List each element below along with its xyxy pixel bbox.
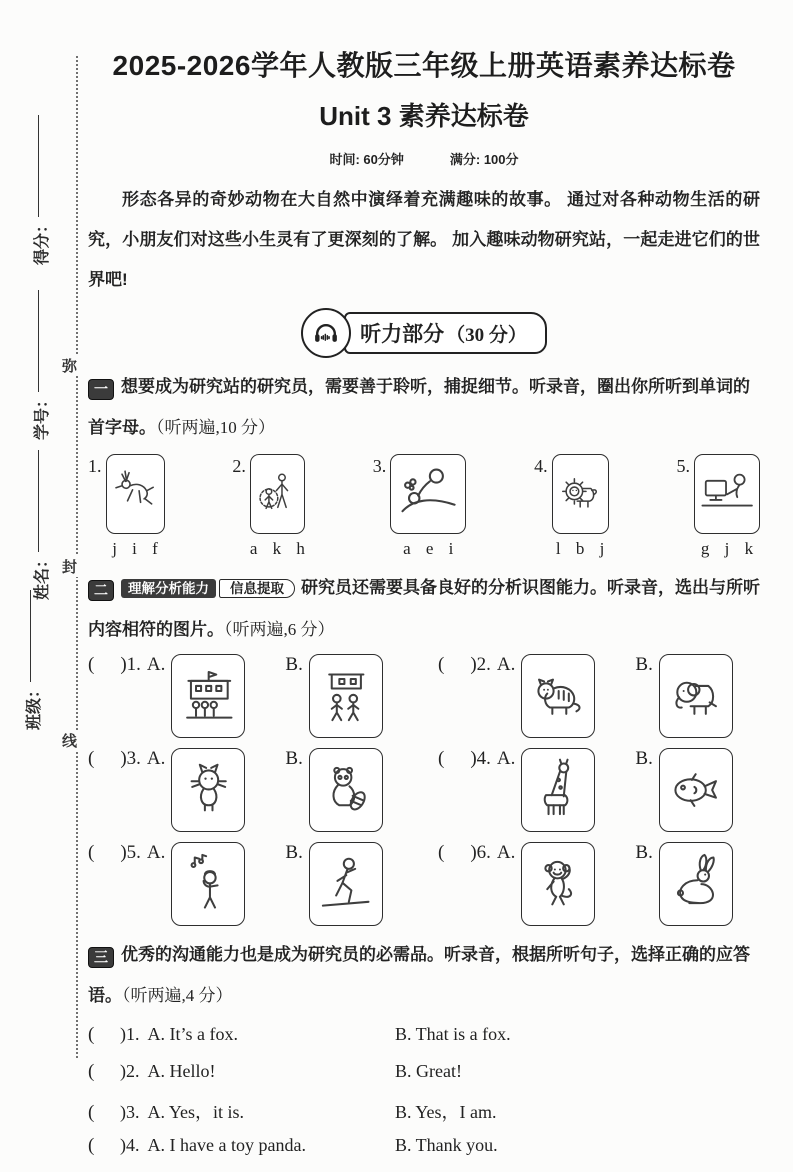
school-walking-icon (314, 660, 377, 732)
option-b-box[interactable] (309, 654, 383, 738)
running-boy-icon (314, 848, 377, 920)
headphones-icon (301, 308, 351, 358)
letter-options[interactable]: a k h (249, 539, 305, 558)
picture-box (390, 454, 466, 534)
student-no-label: 学号： (33, 391, 51, 440)
option-a-label: A. (146, 842, 166, 863)
school-crowd-icon (177, 660, 240, 732)
option-b-box[interactable] (309, 748, 383, 832)
fish-icon (664, 754, 727, 826)
rabbit-icon (664, 848, 727, 920)
elephant-icon (664, 660, 727, 732)
answer-row (88, 1061, 760, 1098)
option-a-text[interactable]: A. Yes，it is. (147, 1102, 245, 1122)
monkey-icon (527, 848, 590, 920)
exam-meta (88, 149, 760, 168)
item-number: )1. (120, 1024, 140, 1044)
option-b-box[interactable] (659, 654, 733, 738)
option-b-label: B. (635, 654, 653, 675)
tiger-icon (527, 660, 590, 732)
time-label: 时间: 60分钟 (329, 152, 404, 167)
exam-paper (88, 0, 760, 1172)
page-title: 2025-2026学年人教版三年级上册英语素养达标卷 (112, 50, 736, 81)
option-a-label: A. (146, 748, 166, 769)
section-two-note: （听两遍,6 分） (224, 620, 335, 639)
question-item (676, 454, 760, 559)
item-number: 2. (232, 456, 246, 476)
picture-question (438, 842, 760, 926)
picture-box (106, 454, 165, 534)
section-one-items (88, 454, 760, 559)
student-no-blank-line (37, 290, 39, 392)
option-b-text[interactable]: B. Yes，I am. (395, 1102, 497, 1122)
section-two-badge: 二 (88, 580, 114, 601)
answer-bracket[interactable]: ( (88, 842, 95, 863)
item-number: )4. (120, 1135, 140, 1155)
answer-bracket[interactable]: ( (88, 654, 95, 675)
margin-name-field (29, 450, 51, 600)
boy-at-computer-icon (699, 460, 755, 529)
class-label: 班级： (25, 681, 43, 730)
answer-row (88, 1135, 760, 1172)
answer-bracket[interactable]: ( (438, 842, 445, 863)
tag-comprehension: 理解分析能力 (121, 579, 216, 598)
singing-girl-icon (177, 848, 240, 920)
question-item (373, 454, 467, 559)
giraffe-icon (527, 754, 590, 826)
listening-badge-box (344, 312, 547, 354)
question-item (232, 454, 305, 559)
answer-bracket[interactable]: ( (88, 748, 95, 769)
option-b-label: B. (635, 842, 653, 863)
item-number: 5. (676, 456, 690, 476)
margin-class-field (21, 590, 43, 730)
class-blank-line (29, 590, 31, 682)
answer-bracket[interactable]: ( (438, 748, 445, 769)
cat-icon (177, 754, 240, 826)
item-number: 3. (372, 456, 387, 476)
option-a-label: A. (496, 654, 516, 675)
answer-row (88, 1098, 760, 1135)
answer-row (88, 1024, 760, 1061)
deer-icon (110, 460, 160, 529)
answer-bracket[interactable]: ( (88, 1135, 95, 1156)
section-one-heading (88, 366, 760, 448)
letter-options[interactable]: l b j (555, 539, 605, 558)
item-number: )3. (120, 748, 141, 769)
answer-bracket[interactable]: ( (88, 1024, 95, 1045)
picture-question (438, 654, 760, 738)
letter-options[interactable]: g j k (700, 539, 754, 558)
option-a-label: A. (146, 654, 166, 675)
option-b-label: B. (635, 748, 653, 769)
girl-tending-patient-icon (396, 460, 461, 529)
seal-char: 弥 (61, 355, 78, 376)
option-a-box[interactable] (171, 842, 245, 926)
item-number: )4. (470, 748, 491, 769)
picture-box (250, 454, 305, 534)
option-b-box[interactable] (309, 842, 383, 926)
name-label: 姓名： (33, 551, 51, 600)
option-a-text[interactable]: A. I have a toy panda. (147, 1135, 306, 1155)
option-b-label: B. (285, 748, 303, 769)
section-three-items (88, 1024, 760, 1172)
seal-char: 封 (61, 556, 78, 577)
section-one-badge: 一 (88, 379, 114, 400)
option-a-box[interactable] (521, 842, 595, 926)
item-number: )6. (470, 842, 491, 863)
red-panda-icon (314, 754, 377, 826)
full-score-label: 满分: 100分 (449, 152, 519, 167)
intro-paragraph: 形态各异的奇妙动物在大自然中演绎着充满趣味的故事。 通过对各种动物生活的研究，小朋友们对这些小生灵有了更深刻的了解。 加入趣味动物研究站，一起走进它们的世界吧! (88, 190, 760, 289)
section-one-text: 想要成为研究站的研究员，需要善于聆听，捕捉细节。听录音，圈出你所听到单词的首字母。 (88, 377, 750, 437)
section-two-text: 研究员还需要具备良好的分析识图能力。听录音，选出与所听内容相符的图片。 (88, 578, 760, 639)
answer-bracket[interactable]: ( (88, 1102, 95, 1123)
picture-box (552, 454, 609, 534)
item-number: 1. (88, 456, 102, 476)
option-a-text[interactable]: A. It’s a fox. (147, 1024, 238, 1044)
option-a-label: A. (496, 748, 516, 769)
listening-section-badge (301, 308, 547, 358)
listening-score: （30 分） (446, 324, 527, 346)
listening-label: 听力部分 (360, 323, 445, 346)
section-three-badge: 三 (88, 947, 114, 968)
option-a-box[interactable] (521, 654, 595, 738)
score-blank-line (37, 115, 39, 217)
answer-bracket[interactable]: ( (88, 1061, 95, 1082)
item-number: )5. (120, 842, 141, 863)
item-number: )2. (120, 1061, 140, 1081)
question-item (88, 454, 165, 559)
item-number: )3. (120, 1102, 140, 1122)
section-two-heading (88, 567, 760, 650)
option-a-text[interactable]: A. Hello! (147, 1061, 216, 1081)
option-b-box[interactable] (659, 748, 733, 832)
margin-student-no-field (29, 290, 51, 440)
picture-question (88, 842, 438, 926)
option-b-label: B. (285, 842, 303, 863)
letter-options[interactable]: a e i (403, 539, 454, 558)
option-a-box[interactable] (171, 748, 245, 832)
section-two-items (88, 654, 760, 926)
item-number: )1. (120, 654, 141, 675)
question-item (534, 454, 609, 559)
picture-question (88, 748, 438, 832)
option-b-text[interactable]: B. That is a fox. (395, 1024, 511, 1044)
seal-char: 线 (61, 730, 78, 751)
lion-icon (556, 460, 604, 529)
option-a-box[interactable] (171, 654, 245, 738)
option-b-text[interactable]: B. Great! (395, 1061, 462, 1081)
item-number: 4. (534, 456, 548, 476)
picture-box (694, 454, 760, 534)
section-three-text: 优秀的沟通能力也是成为研究员的必需品。听录音，根据所听句子，选择正确的应答语。 (88, 945, 750, 1005)
option-b-box[interactable] (659, 842, 733, 926)
name-blank-line (37, 450, 39, 552)
letter-options[interactable]: j i f (112, 539, 158, 558)
picture-question (88, 654, 438, 738)
page-subtitle: Unit 3 素养达标卷 (319, 101, 529, 131)
section-one-note: （听两遍,10 分） (156, 418, 275, 437)
item-number: )2. (470, 654, 491, 675)
option-a-label: A. (496, 842, 516, 863)
section-three-heading (88, 934, 760, 1016)
answer-bracket[interactable]: ( (438, 654, 445, 675)
option-a-box[interactable] (521, 748, 595, 832)
section-three-note: （听两遍,4 分） (122, 986, 233, 1005)
margin-score-field (29, 115, 51, 265)
picture-question (438, 748, 760, 832)
option-b-text[interactable]: B. Thank you. (395, 1135, 498, 1155)
tag-info-extraction: 信息提取 (219, 579, 295, 598)
score-label: 得分： (33, 216, 51, 265)
option-b-label: B. (285, 654, 303, 675)
parent-and-child-icon (254, 460, 301, 529)
